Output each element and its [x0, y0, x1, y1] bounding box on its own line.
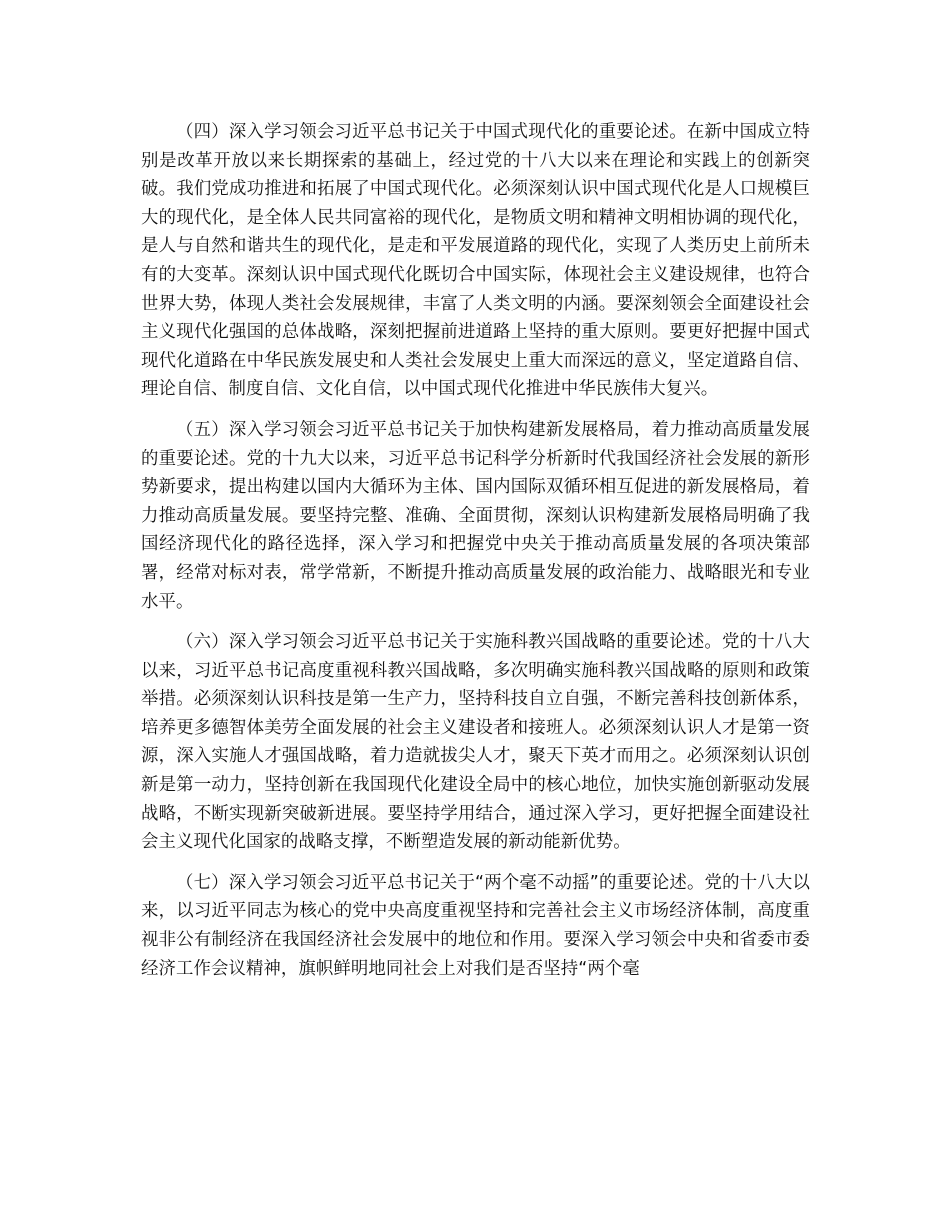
paragraph-six: （六）深入学习领会习近平总书记关于实施科教兴国战略的重要论述。党的十八大以来，习近平总书记高度重视科教兴国战略，多次明确实施科教兴国战略的原则和政策举措。必须深刻认识科技是第一生产力，坚持科技自立自强，不断完善科技创新体系，培养更多德智体美劳全面发展的社会主义建设者和接班人。必须深刻认识人才是第一资源，深入实施人才强国战略，着力造就拔尖人才，聚天下英才而用之。必须深刻认识创新是第一动力，坚持创新在我国现代化建设全局中的核心地位，加快实施创新驱动发展战略，不断实现新突破新进展。要坚持学用结合，通过深入学习，更好把握全面建设社会主义现代化国家的战略支撑，不断塑造发展的新动能新优势。 — [141, 632, 810, 853]
paragraph-five: （五）深入学习领会习近平总书记关于加快构建新发展格局，着力推动高质量发展的重要论述。党的十九大以来，习近平总书记科学分析新时代我国经济社会发展的新形势新要求，提出构建以国内大循环为主体、国内国际双循环相互促进的新发展格局，着力推动高质量发展。要坚持完整、准确、全面贯彻，深刻认识构建新发展格局明确了我国经济现代化的路径选择，深入学习和把握党中央关于推动高质量发展的各项决策部署，经常对标对表，常学常新，不断提升推动高质量发展的政治能力、战略眼光和专业水平。 — [141, 419, 810, 612]
document-page — [141, 118, 810, 995]
paragraph-four: （四）深入学习领会习近平总书记关于中国式现代化的重要论述。在新中国成立特别是改革开放以来长期探索的基础上，经过党的十八大以来在理论和实践上的创新突破。我们党成功推进和拓展了中国式现代化。必须深刻认识中国式现代化是人口规模巨大的现代化，是全体人民共同富裕的现代化，是物质文明和精神文明相协调的现代化，是人与自然和谐共生的现代化，是走和平发展道路的现代化，实现了人类历史上前所未有的大变革。深刻认识中国式现代化既切合中国实际，体现社会主义建设规律，也符合世界大势，体现人类社会发展规律，丰富了人类文明的内涵。要深刻领会全面建设社会主义现代化强国的总体战略，深刻把握前进道路上坚持的重大原则。要更好把握中国式现代化道路在中华民族发展史和人类社会发展史上重大而深远的意义，坚定道路自信、理论自信、制度自信、文化自信，以中国式现代化推进中华民族伟大复兴。 — [141, 122, 810, 400]
paragraph-seven: （七）深入学习领会习近平总书记关于“两个毫不动摇”的重要论述。党的十八大以来，以习近平同志为核心的党中央高度重视坚持和完善社会主义市场经济体制，高度重视非公有制经济在我国经济社会发展中的地位和作用。要深入学习领会中央和省委市委经济工作会议精神，旗帜鲜明地同社会上对我们是否坚持“两个毫 — [141, 872, 810, 979]
